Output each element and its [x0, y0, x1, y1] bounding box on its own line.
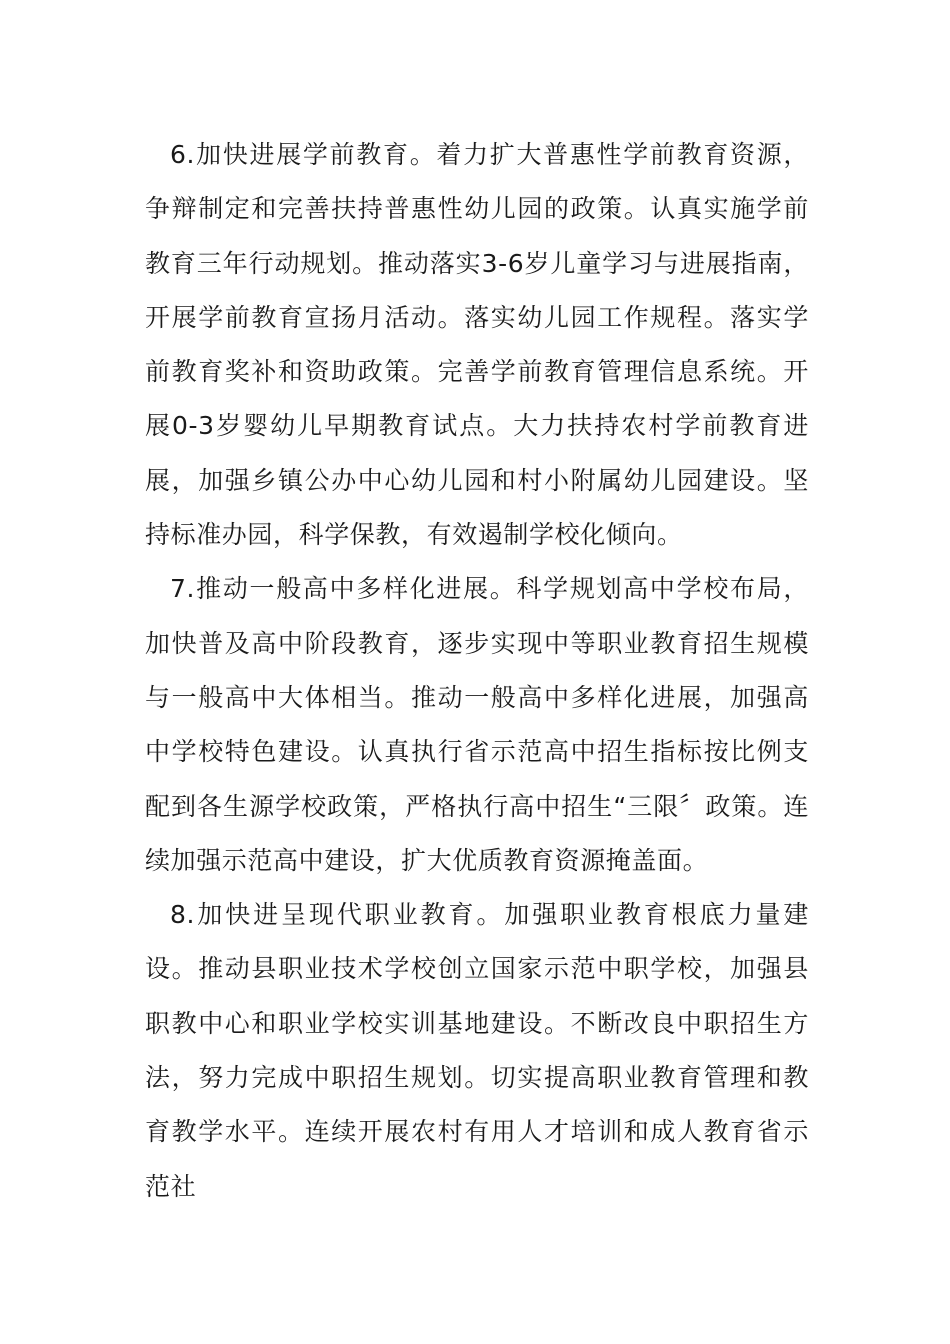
paragraph-high-school-diversification: 7.推动一般高中多样化进展。科学规划高中学校布局，加快普及高中阶段教育，逐步实现中等职业教育招生规模与一般高中大体相当。推动一般高中多样化进展，加强高中学校特色建设。认真执行省示范高中招生指标按比例支配到各生源学校政策，严格执行高中招生“三限〞政策。连续加强示范高中建设，扩大优质教育资源掩盖面。 — [145, 574, 809, 875]
paragraph-vocational-education: 8.加快进呈现代职业教育。加强职业教育根底力量建设。推动县职业技术学校创立国家示范中职学校，加强县职教中心和职业学校实训基地建设。不断改良中职招生方法，努力完成中职招生规划。切实提高职业教育管理和教育教学水平。连续开展农村有用人才培训和成人教育省示范社 — [145, 900, 809, 1201]
paragraph-preschool-education: 6.加快进展学前教育。着力扩大普惠性学前教育资源，争辩制定和完善扶持普惠性幼儿园的政策。认真实施学前教育三年行动规划。推动落实3-6岁儿童学习与进展指南，开展学前教育宣扬月活动。落实幼儿园工作规程。落实学前教育奖补和资助政策。完善学前教育管理信息系统。开展0-3岁婴幼儿早期教育试点。大力扶持农村学前教育进展，加强乡镇公办中心幼儿园和村小附属幼儿园建设。坚持标准办园，科学保教，有效遏制学校化倾向。 — [145, 140, 809, 550]
document-body — [145, 128, 809, 1214]
